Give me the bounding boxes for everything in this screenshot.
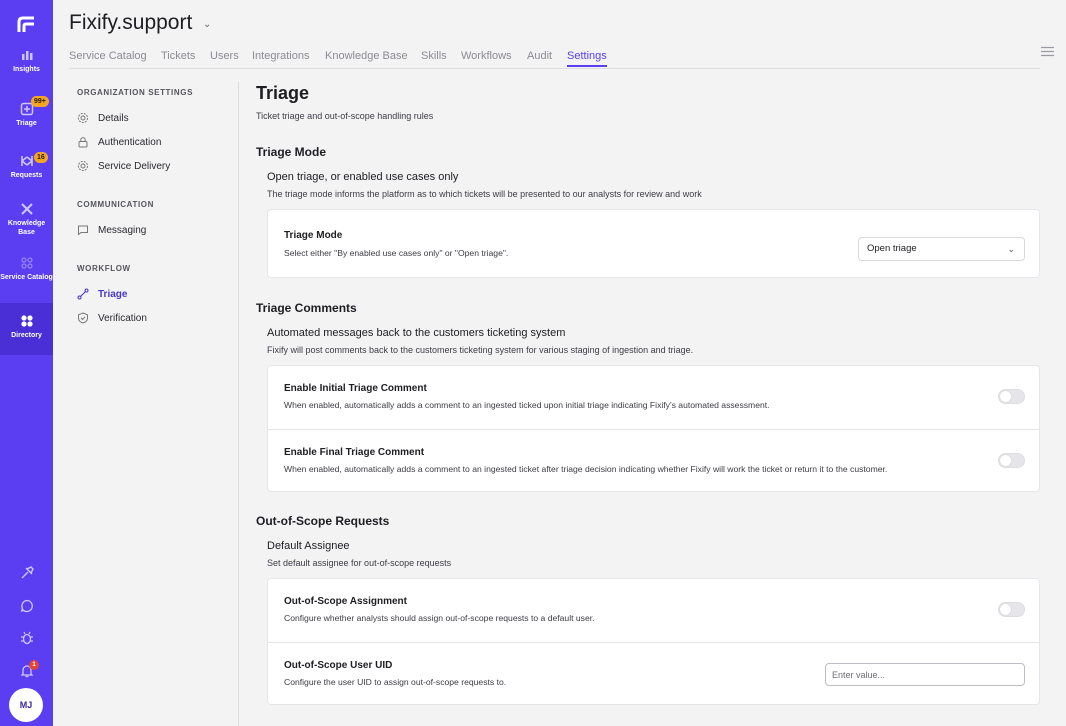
bug-report-button[interactable] [0, 631, 53, 650]
tools-button[interactable] [0, 566, 53, 585]
setting-description: Configure whether analysts should assign out-of-scope requests to a default user. [284, 613, 595, 623]
group-description: Fixify will post comments back to the customers ticketing system for various staging of ingestion and triage. [267, 345, 694, 355]
sidebar-item-service-delivery[interactable] [77, 158, 170, 174]
fixify-logo-icon[interactable] [17, 16, 37, 34]
gear-icon [77, 160, 89, 172]
rail-item-label: Knowledge Base [7, 220, 46, 236]
requests-icon [20, 154, 34, 168]
catalog-icon [20, 256, 34, 270]
rail-item-directory[interactable] [0, 303, 53, 355]
triage-count-badge: 99+ [31, 96, 49, 107]
shield-check-icon [77, 312, 89, 324]
sidebar-section-heading: COMMUNICATION [77, 200, 154, 209]
sidebar-item-label: Authentication [98, 136, 162, 148]
notification-count-badge: 1 [29, 660, 39, 670]
tab-workflows[interactable]: Workflows [461, 50, 512, 62]
sidebar-item-label: Verification [98, 312, 147, 324]
sidebar-item-label: Messaging [98, 224, 147, 236]
setting-row [268, 210, 1039, 279]
rail-item-label: Triage [16, 120, 37, 127]
tab-knowledge-base[interactable]: Knowledge Base [325, 50, 408, 62]
setting-title: Triage Mode [284, 230, 343, 241]
tab-settings[interactable]: Settings [567, 50, 607, 67]
main-nav-rail [0, 0, 53, 726]
sidebar-section-heading: WORKFLOW [77, 264, 131, 273]
knowledge-icon [20, 202, 34, 216]
chat-button[interactable] [0, 599, 53, 618]
sidebar-item-label: Details [98, 112, 129, 124]
setting-description: When enabled, automatically adds a comment to an ingested ticket after triage decision indicating whether Fixify will work the ticket or return it to the customer. [284, 464, 888, 474]
setting-description: Select either "By enabled use cases only" or "Open triage". [284, 248, 509, 258]
rail-item-label: Directory [11, 332, 42, 339]
section-heading-triage-comments: Triage Comments [256, 301, 357, 315]
tab-service-catalog[interactable]: Service Catalog [69, 50, 147, 62]
setting-title: Enable Final Triage Comment [284, 447, 425, 458]
menu-icon[interactable] [1041, 46, 1054, 57]
out-of-scope-assignment-toggle[interactable] [998, 602, 1025, 617]
triage-mode-select[interactable] [858, 237, 1025, 261]
flow-icon [77, 288, 89, 300]
tab-tickets[interactable]: Tickets [161, 50, 196, 62]
setting-description: When enabled, automatically adds a comment to an ingested ticked upon initial triage indicating Fixify's automated assessment. [284, 400, 770, 410]
setting-title: Out-of-Scope User UID [284, 660, 393, 671]
directory-icon [20, 314, 34, 328]
setting-row [268, 579, 1039, 642]
lock-icon [77, 136, 89, 148]
section-heading-triage-mode: Triage Mode [256, 145, 327, 159]
rail-item-label: Service Catalog [0, 274, 53, 281]
rail-item-knowledge-base[interactable] [0, 202, 53, 237]
group-title: Default Assignee [267, 540, 350, 552]
setting-row [268, 366, 1039, 429]
rail-item-service-catalog[interactable] [0, 256, 53, 282]
chevron-down-icon[interactable]: ⌄ [203, 19, 212, 30]
group-title: Open triage, or enabled use cases only [267, 171, 459, 183]
sidebar-item-details[interactable] [77, 110, 129, 126]
rail-item-insights[interactable] [0, 48, 53, 74]
chat-bubble-icon [20, 599, 34, 613]
app-title[interactable]: Fixify.support [69, 11, 193, 34]
out-of-scope-card [267, 578, 1040, 705]
page-title: Triage [256, 83, 310, 103]
out-of-scope-user-uid-input[interactable] [825, 663, 1025, 686]
triage-mode-card [267, 209, 1040, 278]
sidebar-item-triage[interactable] [77, 286, 127, 302]
final-triage-comment-toggle[interactable] [998, 453, 1025, 468]
rail-item-label: Insights [13, 66, 40, 73]
page-subtitle: Ticket triage and out-of-scope handling rules [256, 111, 434, 121]
sidebar-item-label: Triage [98, 288, 128, 300]
user-avatar[interactable]: MJ [9, 688, 43, 722]
hammer-icon [20, 566, 34, 580]
section-heading-out-of-scope: Out-of-Scope Requests [256, 514, 390, 528]
triage-comments-card [267, 365, 1040, 492]
tab-skills[interactable]: Skills [421, 50, 447, 62]
group-title: Automated messages back to the customers ticketing system [267, 327, 566, 339]
sidebar-section-heading: ORGANIZATION SETTINGS [77, 88, 194, 97]
message-icon [77, 224, 89, 236]
notifications-button[interactable] [0, 664, 53, 683]
tab-users[interactable]: Users [210, 50, 239, 62]
setting-title: Out-of-Scope Assignment [284, 596, 407, 607]
initial-triage-comment-toggle[interactable] [998, 389, 1025, 404]
chevron-down-icon: ⌄ [1007, 244, 1015, 254]
bug-icon [20, 631, 34, 645]
tab-integrations[interactable]: Integrations [252, 50, 310, 62]
bar-chart-icon [20, 48, 34, 62]
sidebar-item-label: Service Delivery [98, 160, 171, 172]
sidebar-item-messaging[interactable] [77, 222, 146, 238]
sidebar-item-verification[interactable] [77, 310, 147, 326]
group-description: The triage mode informs the platform as to which tickets will be presented to our analysts for review and work [267, 189, 702, 199]
gear-icon [77, 112, 89, 124]
select-value: Open triage [867, 243, 917, 254]
tab-audit[interactable]: Audit [527, 50, 553, 62]
setting-row [268, 429, 1039, 493]
rail-item-label: Requests [10, 172, 43, 179]
setting-row [268, 642, 1039, 706]
requests-count-badge: 16 [34, 152, 48, 163]
group-description: Set default assignee for out-of-scope requests [267, 558, 452, 568]
top-tabs [69, 50, 1040, 69]
setting-title: Enable Initial Triage Comment [284, 383, 427, 394]
settings-sidebar [77, 82, 239, 726]
setting-description: Configure the user UID to assign out-of-scope requests to. [284, 677, 507, 687]
sidebar-item-authentication[interactable] [77, 134, 161, 150]
